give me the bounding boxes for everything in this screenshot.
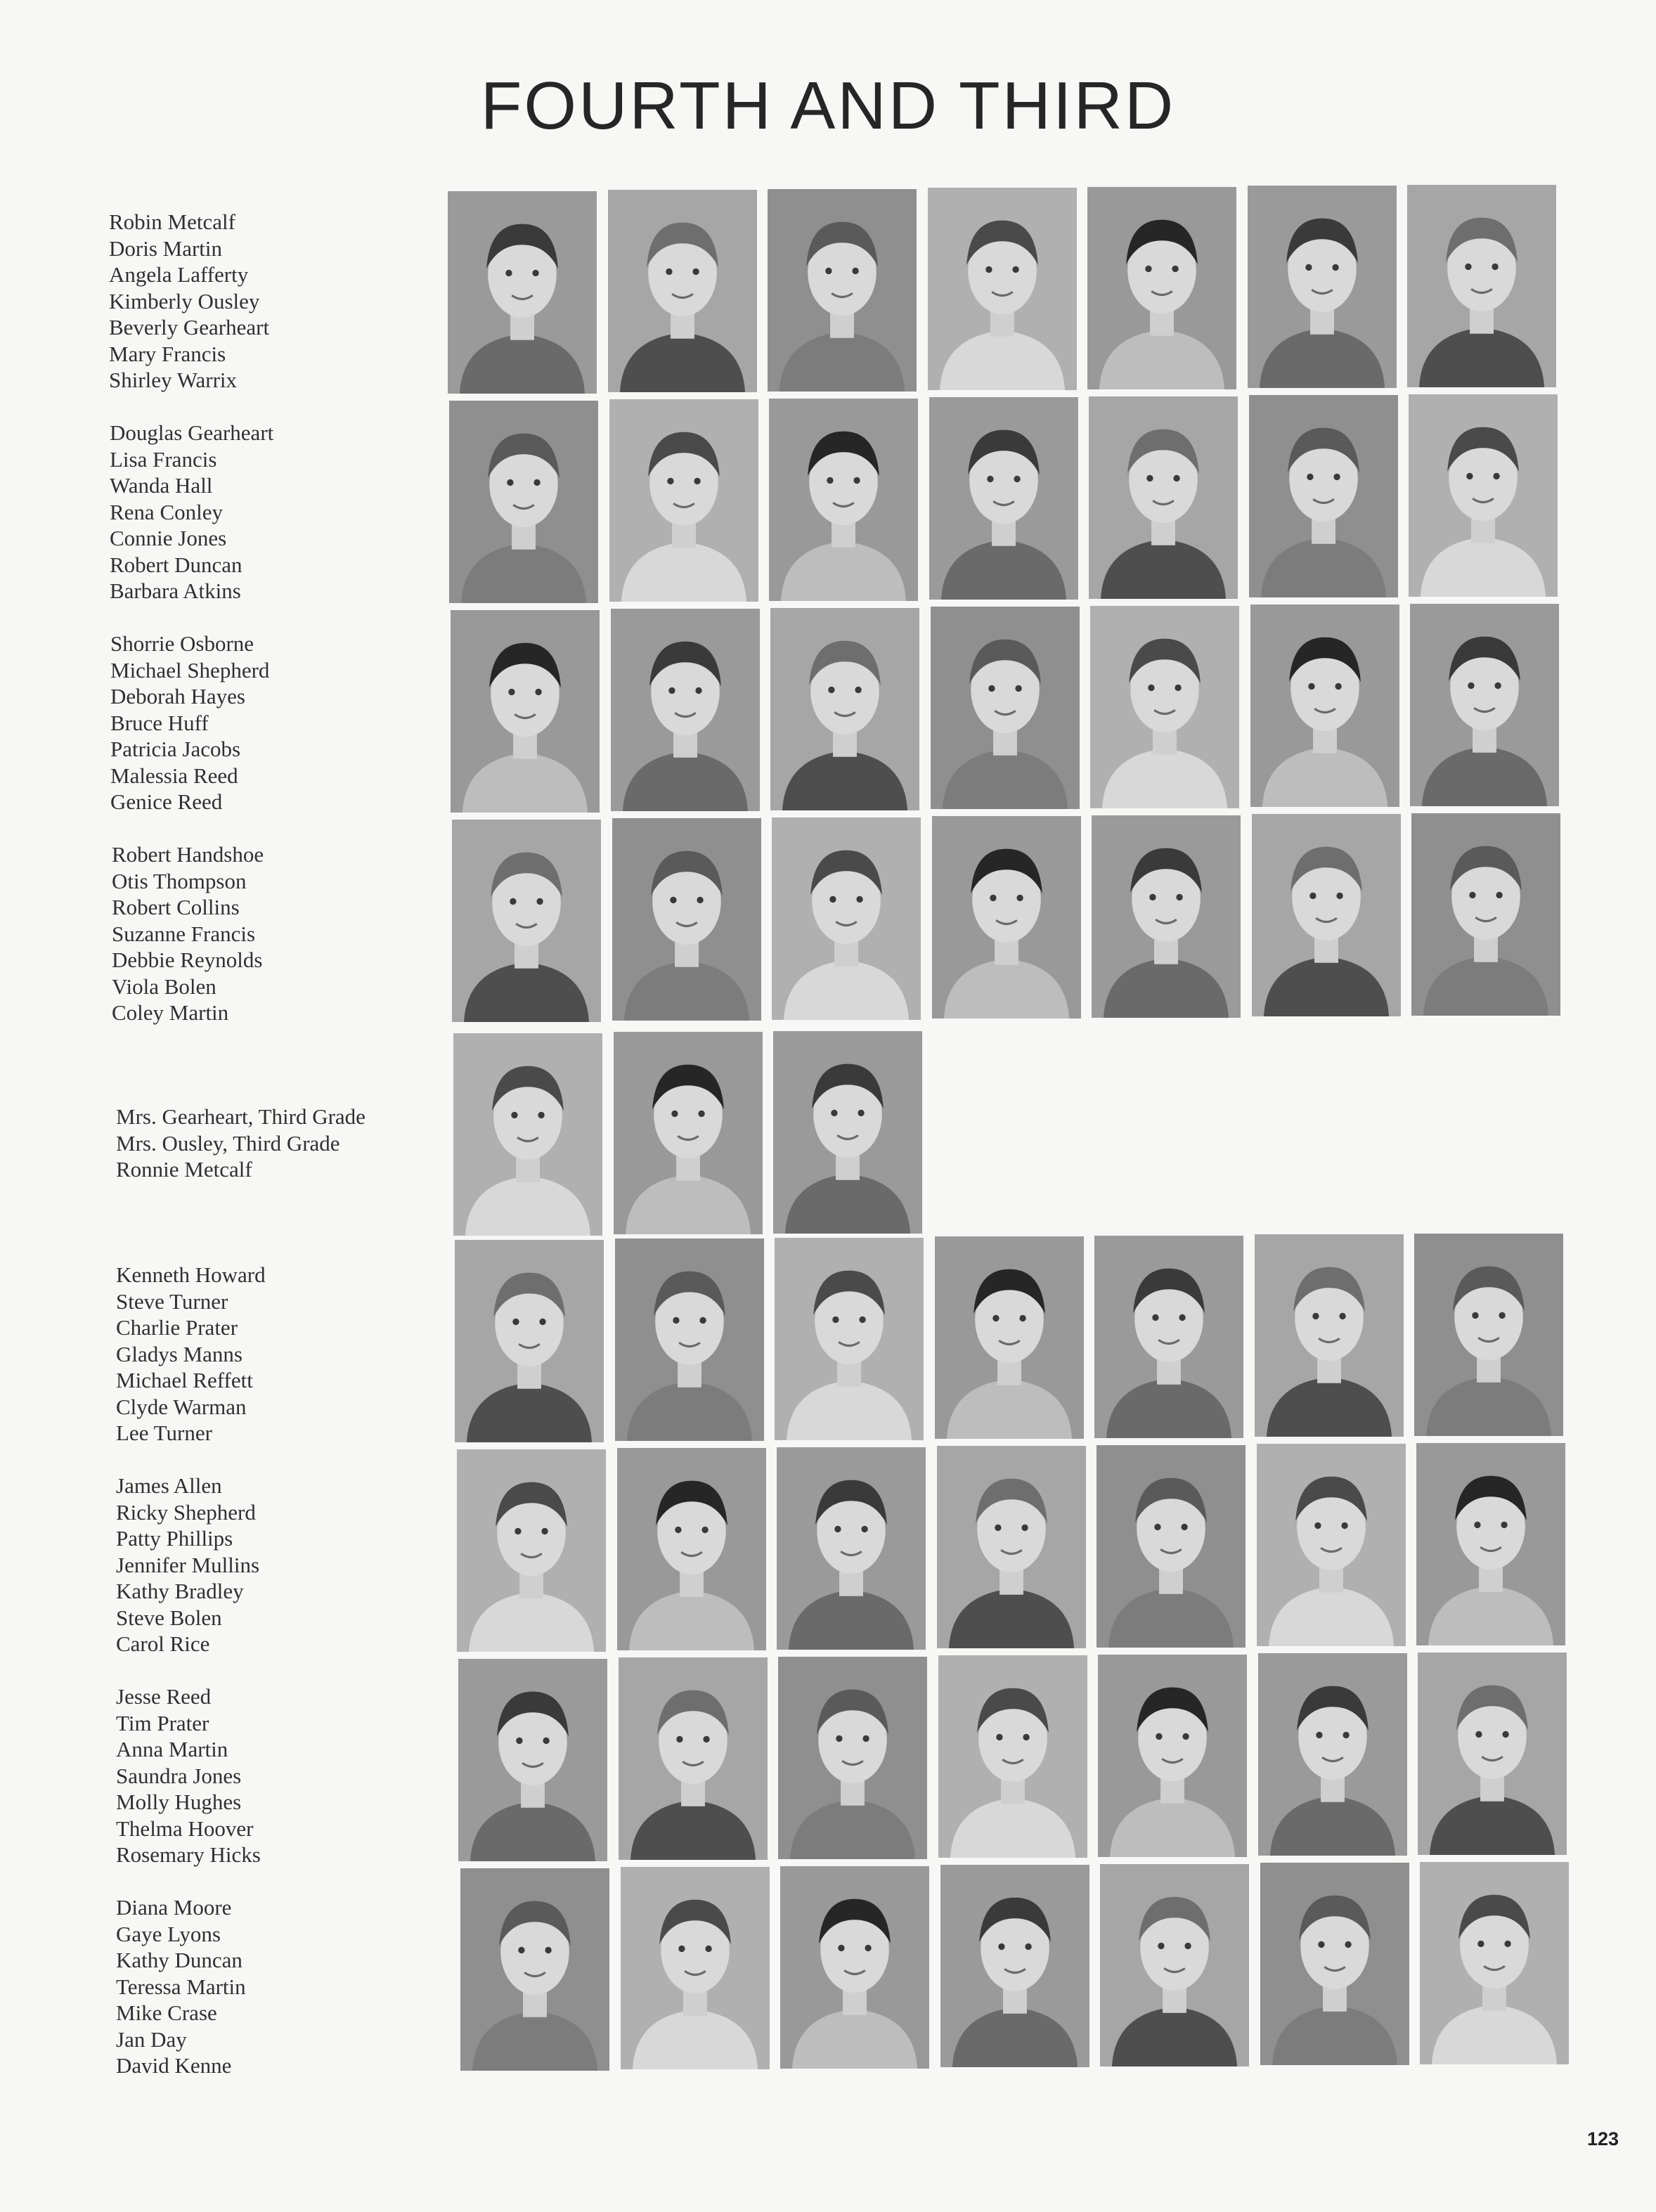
student-name: Clyde Warman	[116, 1394, 247, 1419]
student-name: Jennifer Mullins	[116, 1552, 260, 1577]
student-name: Tim Prater	[116, 1710, 209, 1735]
portrait-photo	[448, 191, 597, 394]
portrait-photo	[770, 608, 919, 810]
portrait-photo	[775, 1238, 924, 1440]
portrait-photo	[460, 1868, 609, 2071]
portrait-photo	[1094, 1236, 1243, 1438]
student-name: Jan Day	[116, 2026, 187, 2052]
page-number: 123	[1586, 2128, 1619, 2149]
portrait-photo	[1411, 813, 1560, 1016]
portrait-photo	[1100, 1864, 1249, 2067]
student-name: Rosemary Hicks	[116, 1842, 261, 1867]
name-list-2	[110, 420, 273, 604]
name-list-6	[116, 1262, 266, 1447]
portrait-photo	[1087, 187, 1236, 389]
portrait-photo	[938, 1655, 1087, 1858]
portrait-photo	[1416, 1443, 1565, 1645]
student-name: Michael Shepherd	[110, 657, 270, 683]
student-name: Coley Martin	[112, 1000, 229, 1025]
name-list-5	[116, 1104, 366, 1183]
portrait-photo	[608, 190, 757, 392]
portrait-photo	[928, 188, 1077, 390]
student-name: Mike Crase	[116, 2000, 217, 2025]
student-name: Suzanne Francis	[112, 921, 256, 946]
student-name: Kenneth Howard	[116, 1262, 266, 1287]
student-name: Kathy Bradley	[116, 1579, 244, 1603]
portrait-photo	[612, 818, 761, 1021]
student-name: Shorrie Osborne	[110, 631, 254, 656]
student-name: Lisa Francis	[110, 446, 217, 472]
portrait-photo	[1410, 604, 1559, 806]
student-name: Ricky Shepherd	[116, 1499, 256, 1525]
student-name: Steve Turner	[116, 1288, 228, 1314]
student-name: Gaye Lyons	[116, 1921, 221, 1946]
student-name: Robert Handshoe	[112, 842, 264, 867]
portrait-photo	[614, 1032, 763, 1234]
portrait-photo	[617, 1448, 766, 1650]
student-name: Michael Reffett	[116, 1368, 253, 1392]
portrait-photo	[1257, 1444, 1406, 1646]
student-name: Connie Jones	[110, 526, 227, 550]
student-name: Angela Lafferty	[109, 262, 249, 287]
student-name: Bruce Huff	[110, 710, 209, 735]
portrait-photo	[773, 1031, 922, 1234]
student-name: Malessia Reed	[110, 763, 238, 788]
student-name: Charlie Prater	[116, 1315, 238, 1340]
student-name: Genice Reed	[110, 789, 223, 814]
student-name: Doris Martin	[109, 235, 223, 261]
student-name: Robin Metcalf	[109, 209, 235, 234]
portrait-photo	[453, 1033, 602, 1236]
student-name: Mary Francis	[109, 341, 226, 366]
name-list-7	[116, 1473, 259, 1657]
student-name: Mrs. Ousley, Third Grade	[116, 1130, 340, 1156]
portrait-photo	[937, 1446, 1086, 1648]
portrait-photo	[1092, 815, 1241, 1018]
portrait-photo	[769, 399, 918, 601]
student-name: David Kenne	[116, 2053, 232, 2078]
student-name: Rena Conley	[110, 499, 223, 524]
student-name: Patricia Jacobs	[110, 737, 241, 761]
portrait-photo	[929, 397, 1078, 600]
portrait-photo	[1414, 1234, 1563, 1436]
student-name: Teressa Martin	[116, 1974, 246, 1999]
student-name: Kathy Duncan	[116, 1948, 242, 1972]
portrait-photo	[935, 1236, 1084, 1439]
student-name: Wanda Hall	[110, 473, 213, 498]
student-name: Diana Moore	[116, 1895, 232, 1920]
portrait-photo	[1098, 1655, 1247, 1857]
portrait-photo	[619, 1657, 768, 1860]
student-name: Ronnie Metcalf	[116, 1157, 252, 1182]
student-name: James Allen	[116, 1473, 222, 1498]
name-list-9	[116, 1894, 246, 2079]
portrait-photo	[1250, 604, 1399, 807]
student-name: Kimberly Ousley	[109, 288, 260, 313]
portrait-photo	[932, 816, 1081, 1018]
portrait-photo	[940, 1865, 1089, 2067]
student-name: Jesse Reed	[116, 1684, 212, 1709]
portrait-photo	[455, 1240, 604, 1442]
portrait-photo	[1249, 395, 1398, 597]
portrait-photo	[1420, 1862, 1569, 2064]
student-name: Deborah Hayes	[110, 684, 245, 709]
portrait-photo	[1418, 1652, 1567, 1855]
student-name: Mrs. Gearheart, Third Grade	[116, 1104, 366, 1129]
student-name: Viola Bolen	[112, 974, 216, 999]
student-name: Robert Collins	[112, 895, 240, 919]
student-name: Otis Thompson	[112, 868, 247, 893]
student-name: Barbara Atkins	[110, 578, 241, 603]
name-list-3	[110, 630, 269, 815]
portrait-photo	[609, 399, 758, 602]
student-name: Patty Phillips	[116, 1526, 233, 1551]
portrait-photo	[768, 189, 917, 392]
portrait-photo	[1097, 1445, 1246, 1648]
student-name: Shirley Warrix	[109, 368, 238, 392]
portrait-photo	[1407, 185, 1556, 387]
student-name: Molly Hughes	[116, 1790, 242, 1814]
portrait-photo	[780, 1866, 929, 2069]
student-name: Gladys Manns	[116, 1341, 242, 1366]
student-name: Debbie Reynolds	[112, 947, 263, 972]
portrait-photo	[611, 609, 760, 811]
name-list-4	[112, 841, 264, 1026]
portrait-photo	[1260, 1863, 1409, 2065]
student-name: Saundra Jones	[116, 1763, 242, 1788]
name-list-1	[109, 209, 269, 394]
portrait-photo	[1252, 814, 1401, 1016]
student-name: Carol Rice	[116, 1631, 210, 1656]
portrait-photo	[1258, 1653, 1407, 1856]
student-name: Anna Martin	[116, 1737, 228, 1761]
page-title: FOURTH AND THIRD	[480, 68, 1176, 143]
student-name: Beverly Gearheart	[109, 315, 270, 339]
portrait-photo	[458, 1659, 607, 1861]
portrait-photo	[1409, 394, 1558, 597]
portrait-photo	[1089, 396, 1238, 599]
student-name: Lee Turner	[116, 1421, 212, 1445]
portrait-photo	[1248, 186, 1397, 388]
portrait-photo	[777, 1447, 926, 1650]
portrait-photo	[931, 607, 1080, 809]
portrait-photo	[457, 1449, 606, 1652]
portrait-photo	[1255, 1234, 1404, 1437]
portrait-photo	[621, 1867, 770, 2069]
student-name: Douglas Gearheart	[110, 420, 274, 445]
student-name: Robert Duncan	[110, 552, 242, 577]
portrait-photo	[1090, 606, 1239, 808]
portrait-photo	[778, 1657, 927, 1859]
student-name: Thelma Hoover	[116, 1816, 254, 1841]
portrait-photo	[451, 610, 600, 813]
portrait-photo	[452, 820, 601, 1022]
portrait-photo	[615, 1238, 764, 1441]
student-name: Steve Bolen	[116, 1605, 222, 1630]
portrait-photo	[449, 401, 598, 603]
portrait-photo	[772, 817, 921, 1020]
name-list-8	[116, 1683, 261, 1868]
